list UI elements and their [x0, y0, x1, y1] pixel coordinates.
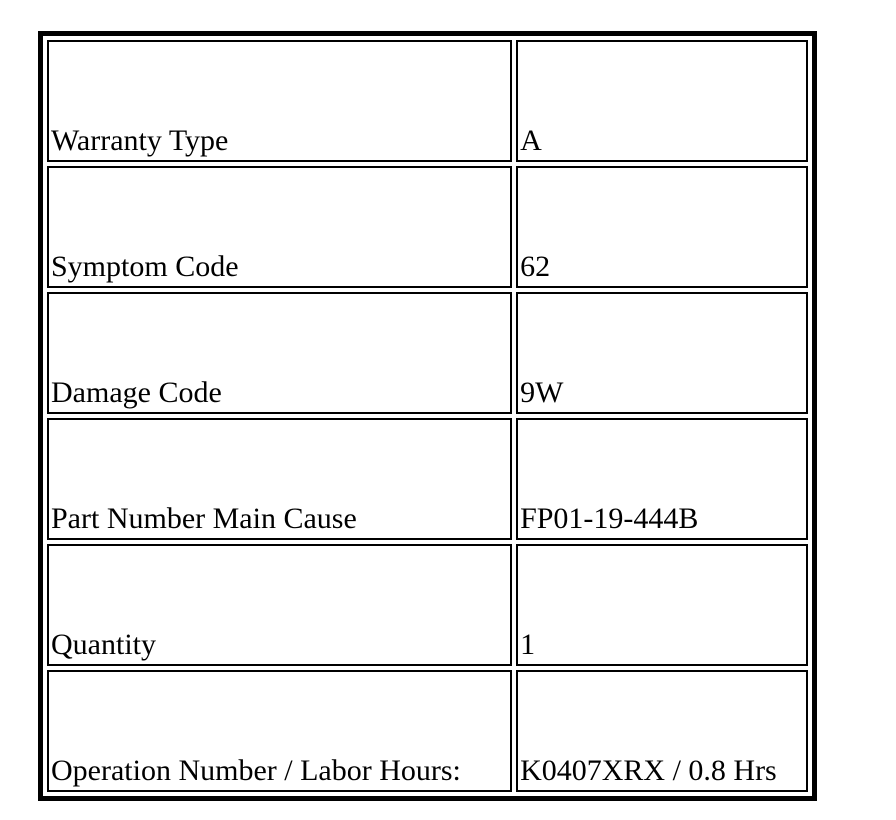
table-row-damage-code [47, 292, 808, 414]
table-row-warranty-type [47, 40, 808, 162]
row-value: FP01-19-444B [516, 418, 808, 540]
row-label: Quantity [47, 544, 512, 666]
row-value: K0407XRX / 0.8 Hrs [516, 670, 808, 792]
row-label: Warranty Type [47, 40, 512, 162]
row-value: A [516, 40, 808, 162]
row-label: Operation Number / Labor Hours: [47, 670, 512, 792]
row-value: 1 [516, 544, 808, 666]
warranty-details-table [38, 31, 817, 801]
row-label: Part Number Main Cause [47, 418, 512, 540]
table-row-part-number [47, 418, 808, 540]
row-label: Symptom Code [47, 166, 512, 288]
row-value: 62 [516, 166, 808, 288]
row-label: Damage Code [47, 292, 512, 414]
table-row-operation-number [47, 670, 808, 792]
table-row-quantity [47, 544, 808, 666]
row-value: 9W [516, 292, 808, 414]
table-row-symptom-code [47, 166, 808, 288]
